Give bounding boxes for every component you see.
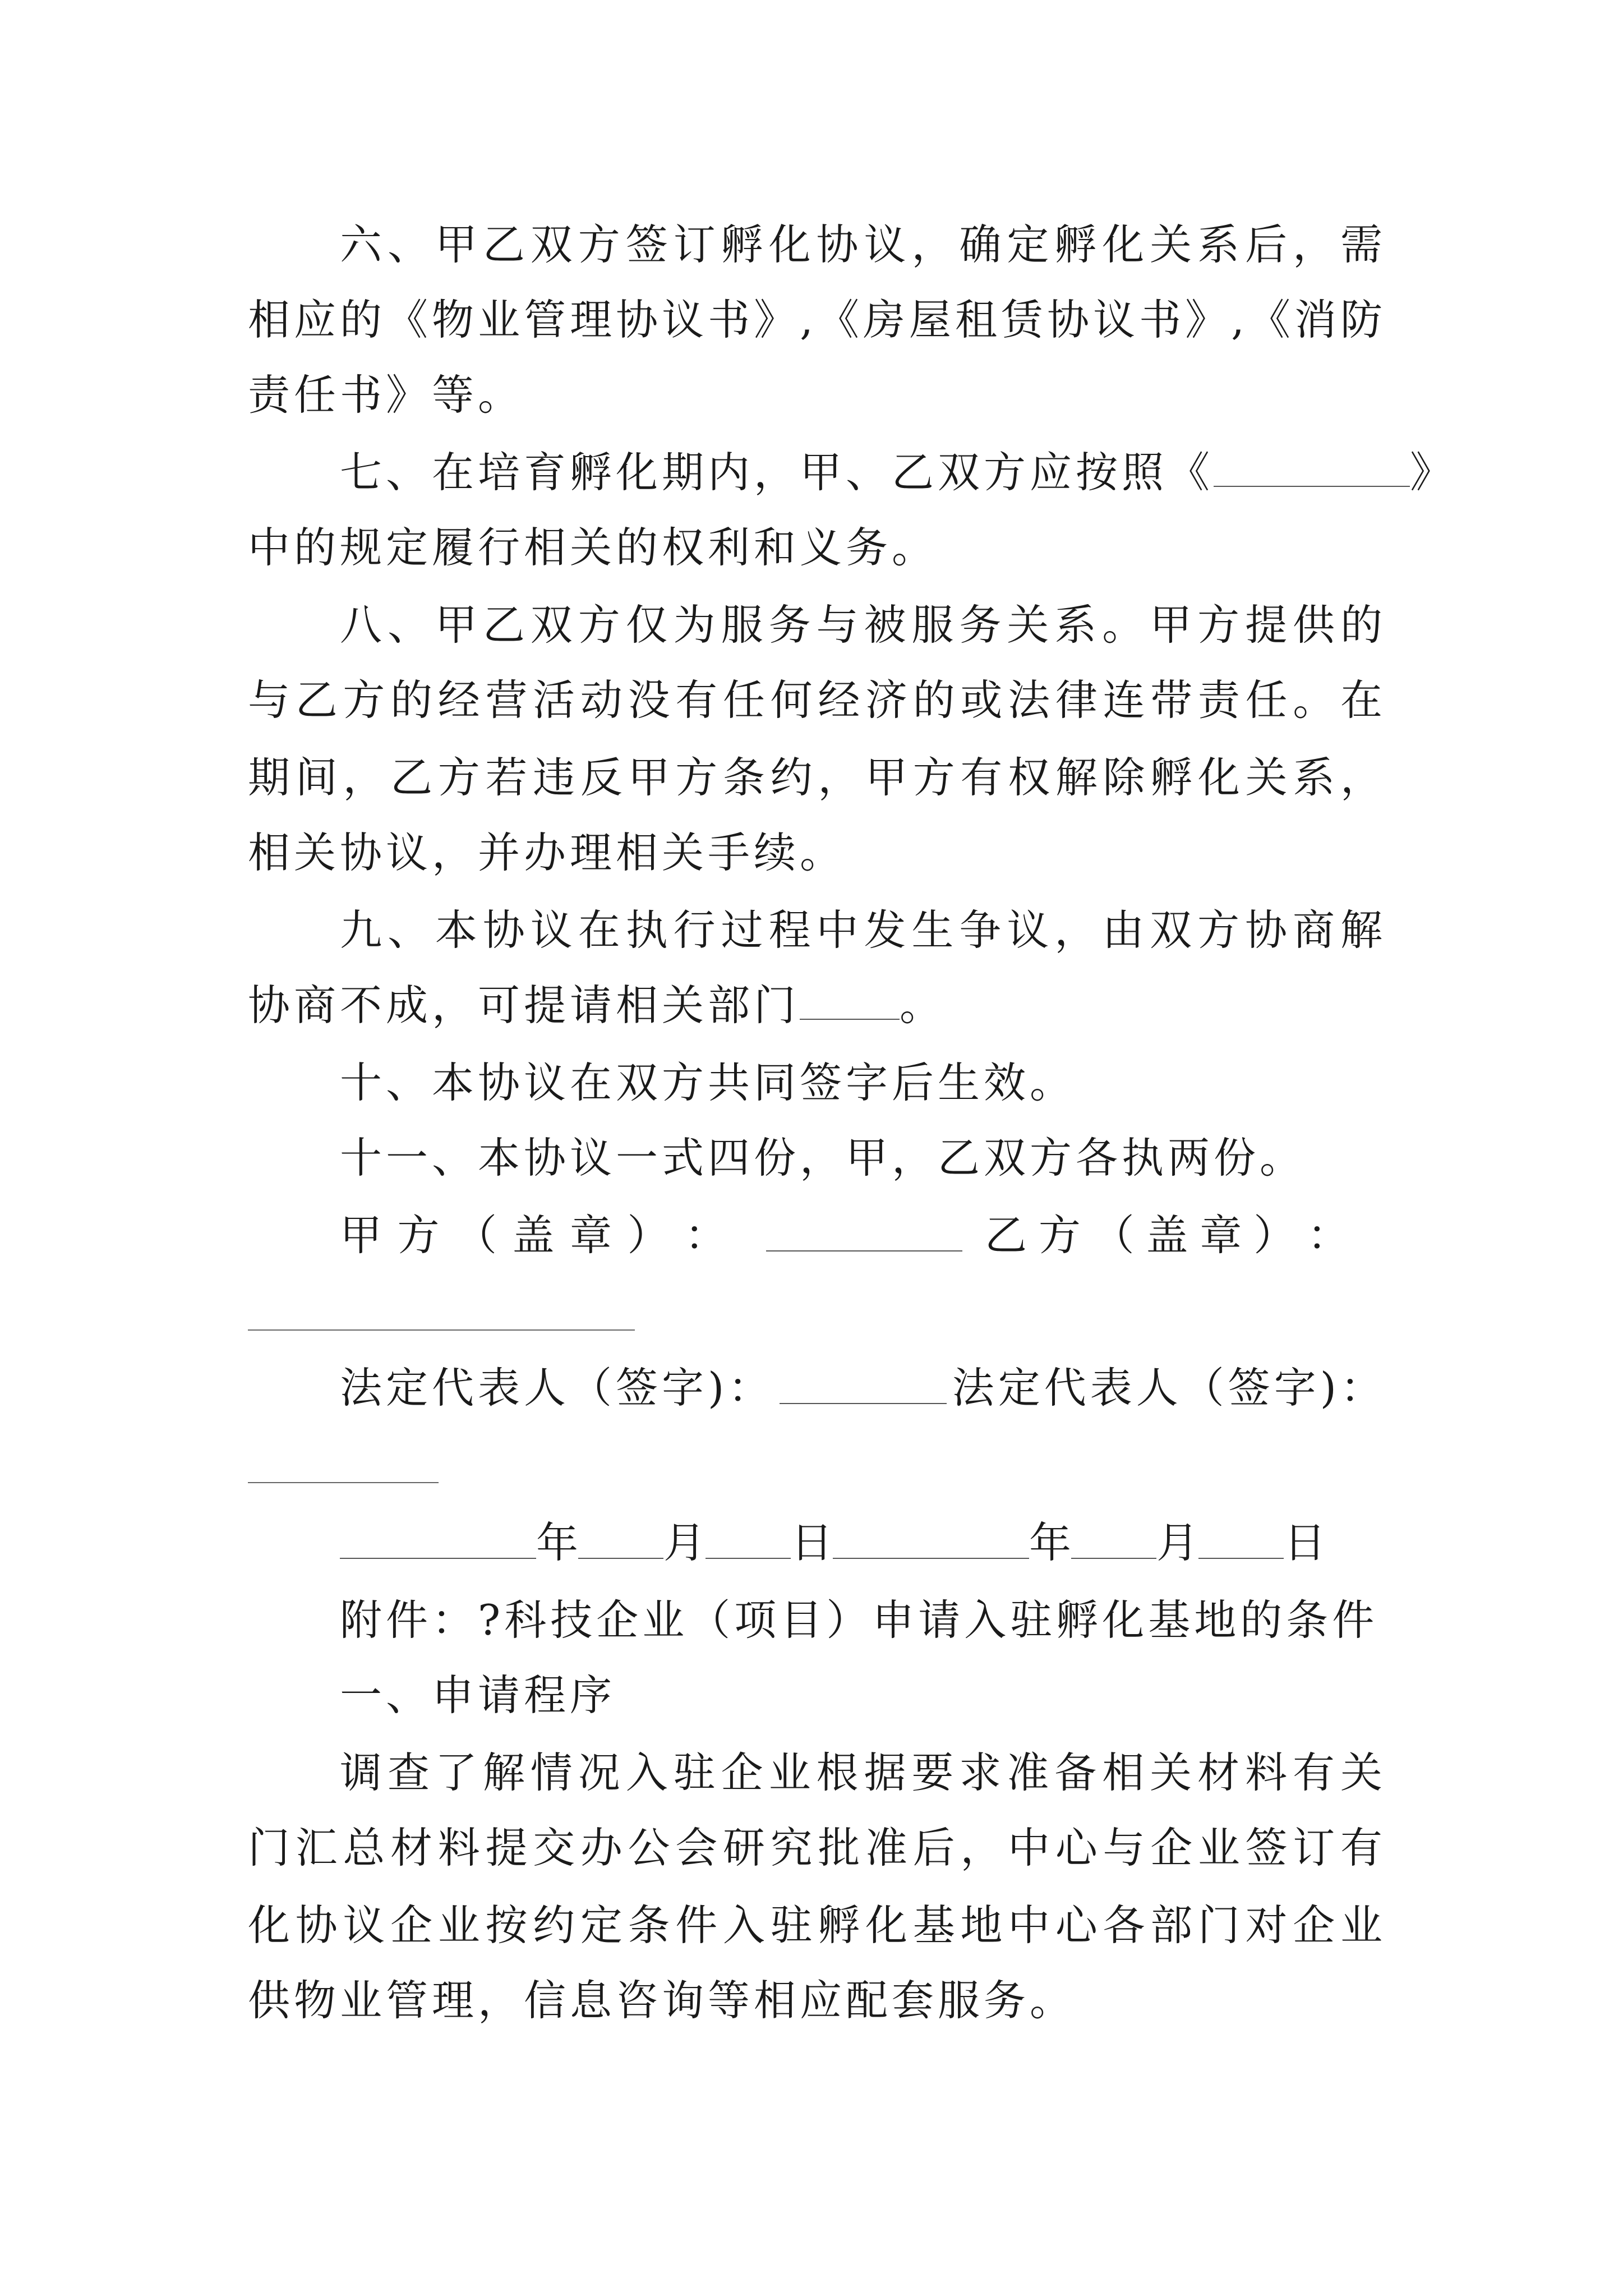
party-b-year-label: 年 — [1029, 1518, 1072, 1567]
item7-line1-end: 》 — [1410, 448, 1456, 497]
party-b-day-blank — [1198, 1526, 1284, 1559]
procedure-line3: 化协议企业按约定条件入驻孵化基地中心各部门对企业 — [248, 1901, 1386, 1950]
party-b-month-label: 月 — [1156, 1518, 1199, 1567]
party-a-month-blank — [578, 1526, 663, 1559]
item10: 十、本协议在双方共同签字后生效。 — [340, 1058, 1076, 1107]
party-a-day-blank — [706, 1526, 791, 1559]
item6-line1: 六、甲乙双方签订孵化协议，确定孵化关系后，需 — [340, 220, 1386, 269]
item8-line4: 相关协议，并办理相关手续。 — [248, 828, 846, 877]
representative-row — [340, 1361, 1386, 1415]
seal-row — [340, 1208, 1386, 1262]
item9-line1: 九、本协议在执行过程中发生争议，由双方协商解 — [340, 905, 1386, 955]
item8-line3: 期间，乙方若违反甲方条约，甲方有权解除孵化关系， — [248, 753, 1386, 802]
party-a-year-blank — [340, 1526, 536, 1559]
procedure-line4: 供物业管理，信息咨询等相应配套服务。 — [248, 1976, 1076, 2025]
item9-line2 — [248, 978, 1386, 1032]
item8-line1: 八、甲乙双方仅为服务与被服务关系。甲方提供的 — [340, 600, 1386, 650]
department-blank — [800, 987, 900, 1020]
party-b-day-label: 日 — [1284, 1518, 1326, 1567]
party-a-month-label: 月 — [663, 1518, 706, 1567]
party-b-seal-blank — [248, 1329, 635, 1331]
item7-line1 — [340, 445, 1456, 499]
party-a-rep-label: 法定代表人（签字)： — [340, 1363, 774, 1412]
item6-line2: 相应的《物业管理协议书》,《房屋租赁协议书》,《消防 — [248, 295, 1386, 344]
party-a-year-label: 年 — [536, 1518, 579, 1567]
party-a-seal-blank — [766, 1219, 962, 1251]
item7-line1-start: 七、在培育孵化期内，甲、乙双方应按照《 — [340, 448, 1214, 497]
section-application-procedure: 一、申请程序 — [340, 1671, 616, 1720]
party-b-rep-label: 法定代表人（签字)： — [952, 1363, 1386, 1412]
party-a-rep-blank — [780, 1372, 946, 1404]
party-a-seal-label: 甲 方 （ 盖 章 ） ： — [340, 1211, 727, 1260]
item6-line3: 责任书》等。 — [248, 370, 524, 420]
procedure-line2: 门汇总材料提交办公会研究批准后，中心与企业签订有 — [248, 1823, 1386, 1872]
item7-line2: 中的规定履行相关的权利和义务。 — [248, 523, 938, 572]
item11: 十一、本协议一式四份，甲，乙双方各执两份。 — [340, 1133, 1306, 1182]
item9-line2-end: 。 — [900, 981, 946, 1030]
date-row — [340, 1516, 1386, 1570]
party-b-rep-blank — [248, 1482, 439, 1483]
procedure-line1: 调查了解情况入驻企业根据要求准备相关材料有关 — [340, 1748, 1386, 1797]
attachment-title: 附件：?科技企业（项目）申请入驻孵化基地的条件 — [340, 1595, 1378, 1645]
party-b-year-blank — [833, 1526, 1029, 1559]
contract-name-blank — [1214, 454, 1410, 487]
party-a-day-label: 日 — [791, 1518, 833, 1567]
party-b-seal-label: 乙 方 （ 盖 章 ） ： — [985, 1211, 1349, 1260]
party-b-month-blank — [1071, 1526, 1156, 1559]
item8-line2: 与乙方的经营活动没有任何经济的或法律连带责任。在 — [248, 675, 1386, 725]
item9-line2-start: 协商不成，可提请相关部门 — [248, 981, 800, 1030]
